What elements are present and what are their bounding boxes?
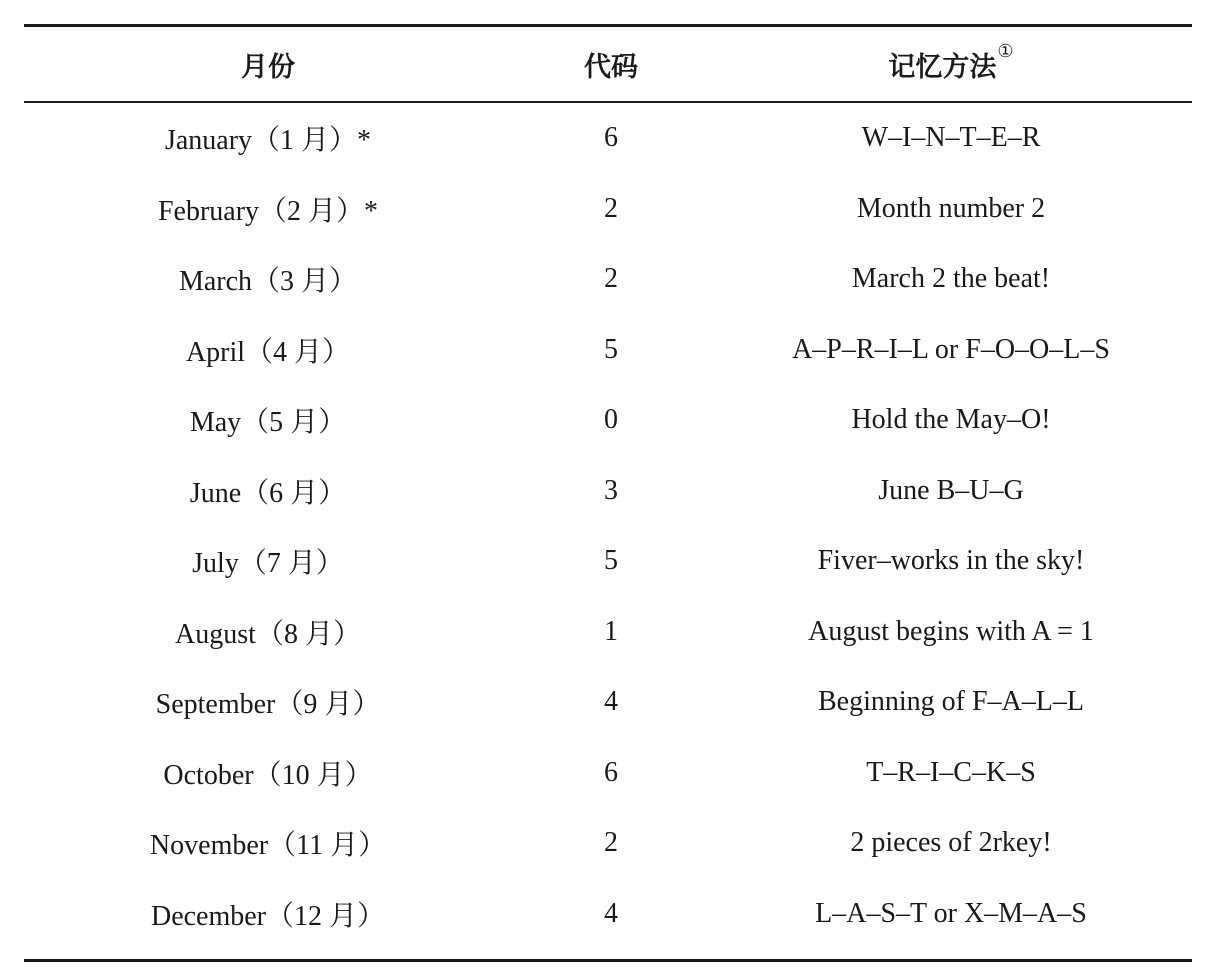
cell-month: May（5 月） (189, 407, 347, 439)
table-row (24, 667, 1192, 738)
cell-memory: L–A–S–T or X–M–A–S (815, 897, 1087, 929)
cell-code: 2 (604, 192, 618, 224)
cell-month: January（1 月）* (164, 125, 372, 157)
cell-month: February（2 月）* (157, 195, 379, 227)
cell-memory: Month number 2 (856, 192, 1046, 224)
cell-memory: August begins with A = 1 (808, 615, 1094, 647)
table-row (24, 315, 1192, 386)
cell-code: 2 (604, 263, 618, 295)
cell-month: June（6 月） (189, 477, 347, 509)
cell-memory: 2 pieces of 2rkey! (850, 827, 1052, 859)
cell-memory: T–R–I–C–K–S (866, 756, 1036, 788)
table-row (24, 103, 1192, 174)
cell-code: 5 (604, 333, 618, 365)
table-row (24, 808, 1192, 879)
month-code-table (24, 24, 1192, 962)
cell-month: September（9 月） (155, 689, 381, 721)
cell-month: December（12 月） (150, 900, 386, 932)
bottom-rule (24, 959, 1192, 962)
header-month: 月份 (241, 51, 295, 83)
cell-code: 4 (604, 686, 618, 718)
cell-memory: Hold the May–O! (851, 404, 1051, 436)
table-row (24, 456, 1192, 527)
cell-code: 6 (604, 756, 618, 788)
cell-code: 6 (604, 122, 618, 154)
cell-code: 4 (604, 897, 618, 929)
header-row (24, 27, 1192, 101)
cell-month: July（7 月） (192, 548, 344, 580)
cell-code: 3 (604, 474, 618, 506)
cell-memory: March 2 the beat! (851, 263, 1051, 295)
table-row (24, 385, 1192, 456)
cell-code: 2 (604, 827, 618, 859)
table-row (24, 174, 1192, 245)
table-row (24, 738, 1192, 809)
footnote-marker: ① (997, 40, 1014, 62)
cell-month: March（3 月） (178, 266, 358, 298)
cell-code: 0 (604, 404, 618, 436)
table-row (24, 879, 1192, 950)
cell-memory: A–P–R–I–L or F–O–O–L–S (792, 333, 1110, 365)
cell-memory: Fiver–works in the sky! (817, 545, 1085, 577)
header-memory (710, 27, 1192, 101)
cell-month: October（10 月） (163, 759, 373, 791)
table-row (24, 244, 1192, 315)
cell-memory: June B–U–G (878, 474, 1024, 506)
cell-memory: W–I–N–T–E–R (861, 122, 1041, 154)
cell-memory: Beginning of F–A–L–L (818, 686, 1084, 718)
cell-code: 5 (604, 545, 618, 577)
cell-code: 1 (604, 615, 618, 647)
cell-month: August（8 月） (175, 618, 361, 650)
table-row (24, 526, 1192, 597)
data-table (24, 27, 1192, 949)
header-memory-label: 记忆方法 (888, 51, 997, 83)
cell-month: November（11 月） (149, 830, 387, 862)
cell-month: April（4 月） (185, 336, 351, 368)
table-row (24, 597, 1192, 668)
header-code: 代码 (584, 51, 638, 83)
